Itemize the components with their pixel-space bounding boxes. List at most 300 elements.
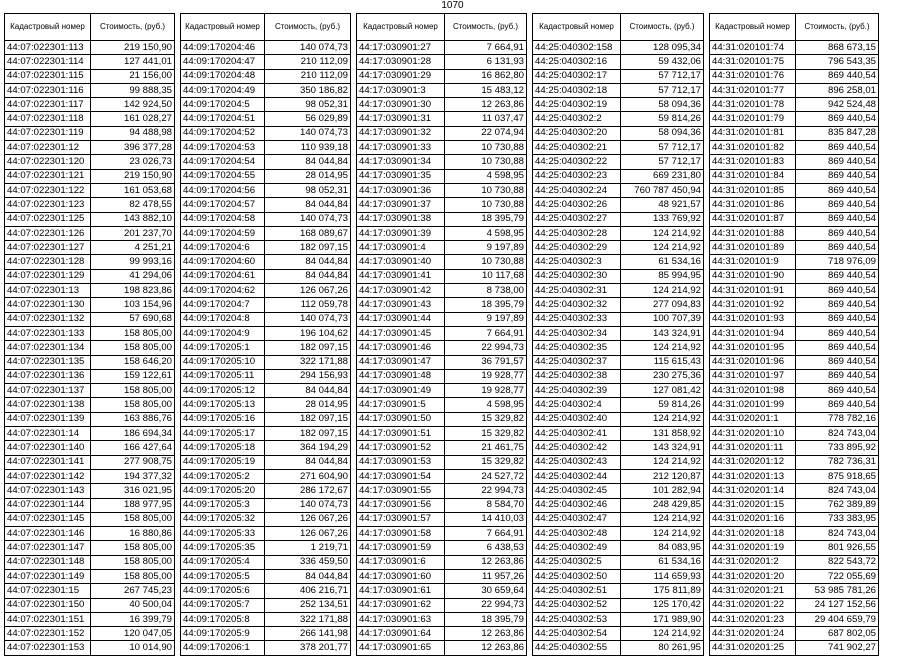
table-row bbox=[5, 141, 175, 155]
cost-cell: 350 186,82 bbox=[265, 83, 351, 97]
table-row bbox=[357, 598, 527, 612]
cadastre-table-2 bbox=[180, 13, 351, 656]
cost-cell: 120 047,05 bbox=[91, 627, 175, 641]
cost-cell: 22 074,94 bbox=[445, 126, 527, 140]
cadastral-number-cell: 44:07:022301:120 bbox=[5, 155, 91, 169]
table-row bbox=[533, 612, 704, 626]
cadastral-number-cell: 44:31:020101:81 bbox=[710, 126, 796, 140]
cadastral-number-cell: 44:17:030901:3 bbox=[357, 83, 445, 97]
table-row bbox=[181, 484, 351, 498]
cost-cell: 6 438,53 bbox=[445, 541, 527, 555]
cadastral-number-cell: 44:31:020201:14 bbox=[710, 484, 796, 498]
cadastral-number-cell: 44:17:030901:50 bbox=[357, 412, 445, 426]
table-row bbox=[181, 427, 351, 441]
table-row bbox=[5, 198, 175, 212]
table-row bbox=[181, 69, 351, 83]
cost-cell: 8 738,00 bbox=[445, 284, 527, 298]
table-row bbox=[533, 441, 704, 455]
cadastral-number-cell: 44:07:022301:114 bbox=[5, 55, 91, 69]
header-cost: Стоимость, (руб.) bbox=[445, 14, 527, 41]
cost-cell: 98 052,31 bbox=[265, 98, 351, 112]
cost-cell: 140 074,73 bbox=[265, 212, 351, 226]
cost-cell: 316 021,95 bbox=[91, 484, 175, 498]
cadastral-number-cell: 44:07:022301:117 bbox=[5, 98, 91, 112]
cadastral-number-cell: 44:17:030901:60 bbox=[357, 569, 445, 583]
cadastral-number-cell: 44:25:040302:32 bbox=[533, 298, 621, 312]
table-row bbox=[533, 112, 704, 126]
cost-cell: 112 059,78 bbox=[265, 298, 351, 312]
cost-cell: 131 858,92 bbox=[621, 427, 704, 441]
cadastral-number-cell: 44:25:040302:37 bbox=[533, 355, 621, 369]
header-cost: Стоимость, (руб.) bbox=[621, 14, 704, 41]
cadastral-number-cell: 44:07:022301:115 bbox=[5, 69, 91, 83]
table-row bbox=[181, 369, 351, 383]
table-row bbox=[710, 498, 879, 512]
cadastral-number-cell: 44:07:022301:148 bbox=[5, 555, 91, 569]
cadastral-number-cell: 44:31:020101:78 bbox=[710, 98, 796, 112]
cost-cell: 124 214,92 bbox=[621, 412, 704, 426]
table-row bbox=[710, 312, 879, 326]
cadastral-number-cell: 44:25:040302:55 bbox=[533, 641, 621, 655]
cost-cell: 124 214,92 bbox=[621, 284, 704, 298]
cost-cell: 378 201,77 bbox=[265, 641, 351, 655]
cost-cell: 252 134,51 bbox=[265, 598, 351, 612]
cost-cell: 7 664,91 bbox=[445, 41, 527, 55]
table-row bbox=[533, 569, 704, 583]
table-row bbox=[533, 312, 704, 326]
cost-cell: 114 659,93 bbox=[621, 569, 704, 583]
table-row bbox=[5, 183, 175, 197]
cadastral-number-cell: 44:25:040302:34 bbox=[533, 326, 621, 340]
table-row bbox=[357, 141, 527, 155]
cadastral-number-cell: 44:09:170205:16 bbox=[181, 412, 265, 426]
cost-cell: 58 094,36 bbox=[621, 98, 704, 112]
cost-cell: 163 886,76 bbox=[91, 412, 175, 426]
cadastral-number-cell: 44:31:020201:1 bbox=[710, 412, 796, 426]
cadastral-number-cell: 44:09:170205:35 bbox=[181, 541, 265, 555]
cadastral-number-cell: 44:17:030901:63 bbox=[357, 612, 445, 626]
table-row bbox=[181, 455, 351, 469]
cadastral-number-cell: 44:17:030901:41 bbox=[357, 269, 445, 283]
cadastral-number-cell: 44:07:022301:151 bbox=[5, 612, 91, 626]
cadastral-number-cell: 44:31:020101:83 bbox=[710, 155, 796, 169]
cadastral-number-cell: 44:25:040302:45 bbox=[533, 484, 621, 498]
cadastral-number-cell: 44:07:022301:136 bbox=[5, 369, 91, 383]
table-row bbox=[533, 584, 704, 598]
table-row bbox=[710, 484, 879, 498]
cadastral-number-cell: 44:25:040302:18 bbox=[533, 83, 621, 97]
cost-cell: 128 095,34 bbox=[621, 41, 704, 55]
cost-cell: 99 993,16 bbox=[91, 255, 175, 269]
cadastral-number-cell: 44:17:030901:38 bbox=[357, 212, 445, 226]
cost-cell: 158 805,00 bbox=[91, 341, 175, 355]
table-row bbox=[181, 584, 351, 598]
table-row bbox=[181, 541, 351, 555]
cost-cell: 28 014,95 bbox=[265, 398, 351, 412]
table-row bbox=[357, 527, 527, 541]
table-row bbox=[181, 469, 351, 483]
cadastral-number-cell: 44:25:040302:5 bbox=[533, 555, 621, 569]
cost-cell: 19 928,77 bbox=[445, 369, 527, 383]
table-row bbox=[357, 298, 527, 312]
table-row bbox=[5, 212, 175, 226]
cost-cell: 875 918,65 bbox=[796, 469, 879, 483]
cost-cell: 140 074,73 bbox=[265, 41, 351, 55]
table-row bbox=[5, 155, 175, 169]
cost-cell: 56 029,89 bbox=[265, 112, 351, 126]
table-row bbox=[533, 269, 704, 283]
table-row bbox=[710, 412, 879, 426]
cadastral-number-cell: 44:31:020101:90 bbox=[710, 269, 796, 283]
table-row bbox=[710, 369, 879, 383]
table-row bbox=[181, 569, 351, 583]
cost-cell: 10 730,88 bbox=[445, 155, 527, 169]
table-row bbox=[710, 355, 879, 369]
cadastral-number-cell: 44:31:020201:15 bbox=[710, 498, 796, 512]
cadastral-number-cell: 44:09:170204:47 bbox=[181, 55, 265, 69]
cadastral-number-cell: 44:17:030901:36 bbox=[357, 183, 445, 197]
cost-cell: 669 231,80 bbox=[621, 169, 704, 183]
table-row bbox=[357, 284, 527, 298]
cadastral-number-cell: 44:25:040302:40 bbox=[533, 412, 621, 426]
cadastral-number-cell: 44:07:022301:126 bbox=[5, 226, 91, 240]
table-row bbox=[5, 512, 175, 526]
cadastral-number-cell: 44:31:020201:2 bbox=[710, 555, 796, 569]
table-row bbox=[533, 169, 704, 183]
cost-cell: 124 214,92 bbox=[621, 455, 704, 469]
table-row bbox=[181, 398, 351, 412]
cadastral-number-cell: 44:25:040302:42 bbox=[533, 441, 621, 455]
cost-cell: 133 769,92 bbox=[621, 212, 704, 226]
cadastral-number-cell: 44:09:170204:46 bbox=[181, 41, 265, 55]
cadastral-number-cell: 44:07:022301:134 bbox=[5, 341, 91, 355]
cadastral-number-cell: 44:07:022301:119 bbox=[5, 126, 91, 140]
cadastral-number-cell: 44:07:022301:139 bbox=[5, 412, 91, 426]
cadastral-number-cell: 44:07:022301:153 bbox=[5, 641, 91, 655]
table-row bbox=[710, 69, 879, 83]
table-row bbox=[5, 384, 175, 398]
cost-cell: 869 440,54 bbox=[796, 183, 879, 197]
cost-cell: 85 994,95 bbox=[621, 269, 704, 283]
cost-cell: 10 730,88 bbox=[445, 141, 527, 155]
table-row bbox=[710, 455, 879, 469]
cost-cell: 142 924,50 bbox=[91, 98, 175, 112]
cost-cell: 277 094,83 bbox=[621, 298, 704, 312]
cost-cell: 82 478,55 bbox=[91, 198, 175, 212]
cadastral-number-cell: 44:09:170206:1 bbox=[181, 641, 265, 655]
table-row bbox=[5, 527, 175, 541]
cost-cell: 182 097,15 bbox=[265, 412, 351, 426]
cadastral-number-cell: 44:17:030901:28 bbox=[357, 55, 445, 69]
cadastral-number-cell: 44:17:030901:53 bbox=[357, 455, 445, 469]
cadastral-number-cell: 44:25:040302:33 bbox=[533, 312, 621, 326]
table-row bbox=[357, 512, 527, 526]
cost-cell: 824 743,04 bbox=[796, 484, 879, 498]
table-row bbox=[357, 155, 527, 169]
cost-cell: 824 743,04 bbox=[796, 427, 879, 441]
cost-cell: 822 543,72 bbox=[796, 555, 879, 569]
table-row bbox=[710, 141, 879, 155]
cost-cell: 7 664,91 bbox=[445, 527, 527, 541]
cadastral-number-cell: 44:17:030901:52 bbox=[357, 441, 445, 455]
table-row bbox=[533, 469, 704, 483]
cost-cell: 188 977,95 bbox=[91, 498, 175, 512]
cadastral-number-cell: 44:17:030901:37 bbox=[357, 198, 445, 212]
table-row bbox=[181, 241, 351, 255]
cadastral-number-cell: 44:17:030901:34 bbox=[357, 155, 445, 169]
cost-cell: 29 404 659,79 bbox=[796, 612, 879, 626]
cost-cell: 59 432,06 bbox=[621, 55, 704, 69]
table-row bbox=[533, 284, 704, 298]
cost-cell: 869 440,54 bbox=[796, 298, 879, 312]
cadastral-number-cell: 44:17:030901:54 bbox=[357, 469, 445, 483]
table-row bbox=[533, 355, 704, 369]
table-row bbox=[357, 255, 527, 269]
cost-cell: 869 440,54 bbox=[796, 169, 879, 183]
table-row bbox=[533, 498, 704, 512]
cost-cell: 267 745,23 bbox=[91, 584, 175, 598]
cost-cell: 143 324,91 bbox=[621, 441, 704, 455]
cadastral-number-cell: 44:07:022301:113 bbox=[5, 41, 91, 55]
cost-cell: 796 543,35 bbox=[796, 55, 879, 69]
table-row bbox=[181, 269, 351, 283]
cadastral-number-cell: 44:09:170205:17 bbox=[181, 427, 265, 441]
cost-cell: 869 440,54 bbox=[796, 269, 879, 283]
cost-cell: 12 263,86 bbox=[445, 98, 527, 112]
table-row bbox=[533, 541, 704, 555]
cost-cell: 760 787 450,94 bbox=[621, 183, 704, 197]
cadastral-number-cell: 44:25:040302:21 bbox=[533, 141, 621, 155]
table-row bbox=[710, 183, 879, 197]
table-row bbox=[5, 641, 175, 655]
cost-cell: 124 214,92 bbox=[621, 241, 704, 255]
cadastral-number-cell: 44:25:040302:20 bbox=[533, 126, 621, 140]
cost-cell: 80 261,95 bbox=[621, 641, 704, 655]
cadastral-number-cell: 44:09:170204:58 bbox=[181, 212, 265, 226]
cadastral-number-cell: 44:17:030901:64 bbox=[357, 627, 445, 641]
cadastral-number-cell: 44:07:022301:123 bbox=[5, 198, 91, 212]
table-row bbox=[181, 41, 351, 55]
cadastral-number-cell: 44:31:020101:94 bbox=[710, 326, 796, 340]
cadastral-number-cell: 44:31:020101:76 bbox=[710, 69, 796, 83]
cadastral-number-cell: 44:09:170204:53 bbox=[181, 141, 265, 155]
cadastral-number-cell: 44:31:020101:88 bbox=[710, 226, 796, 240]
table-row bbox=[357, 41, 527, 55]
table-row bbox=[5, 69, 175, 83]
table-row bbox=[181, 155, 351, 169]
cost-cell: 11 957,26 bbox=[445, 569, 527, 583]
cost-cell: 19 928,77 bbox=[445, 384, 527, 398]
cadastral-number-cell: 44:07:022301:14 bbox=[5, 427, 91, 441]
table-row bbox=[357, 112, 527, 126]
cadastral-number-cell: 44:09:170205:11 bbox=[181, 369, 265, 383]
cadastral-number-cell: 44:07:022301:12 bbox=[5, 141, 91, 155]
cadastral-number-cell: 44:25:040302:51 bbox=[533, 584, 621, 598]
cadastre-table-4 bbox=[532, 13, 704, 656]
cost-cell: 869 440,54 bbox=[796, 226, 879, 240]
table-row bbox=[5, 398, 175, 412]
cadastral-number-cell: 44:17:030901:56 bbox=[357, 498, 445, 512]
cadastral-number-cell: 44:09:170204:59 bbox=[181, 226, 265, 240]
cadastral-number-cell: 44:25:040302:35 bbox=[533, 341, 621, 355]
cadastral-number-cell: 44:17:030901:33 bbox=[357, 141, 445, 155]
table-row bbox=[710, 41, 879, 55]
table-row bbox=[710, 326, 879, 340]
cost-cell: 161 053,68 bbox=[91, 183, 175, 197]
cadastral-number-cell: 44:31:020101:89 bbox=[710, 241, 796, 255]
table-row bbox=[357, 427, 527, 441]
table-row bbox=[181, 141, 351, 155]
cost-cell: 53 985 781,26 bbox=[796, 584, 879, 598]
cadastral-number-cell: 44:09:170204:51 bbox=[181, 112, 265, 126]
cadastral-number-cell: 44:07:022301:13 bbox=[5, 284, 91, 298]
cadastral-number-cell: 44:17:030901:49 bbox=[357, 384, 445, 398]
table-row bbox=[5, 226, 175, 240]
cadastral-number-cell: 44:31:020101:74 bbox=[710, 41, 796, 55]
table-row bbox=[533, 455, 704, 469]
cadastral-number-cell: 44:07:022301:133 bbox=[5, 326, 91, 340]
table-row bbox=[357, 55, 527, 69]
table-row bbox=[533, 155, 704, 169]
cadastral-number-cell: 44:31:020101:79 bbox=[710, 112, 796, 126]
cadastral-number-cell: 44:09:170205:12 bbox=[181, 384, 265, 398]
cadastral-number-cell: 44:07:022301:137 bbox=[5, 384, 91, 398]
cost-cell: 942 524,48 bbox=[796, 98, 879, 112]
table-row bbox=[181, 498, 351, 512]
cadastral-number-cell: 44:31:020101:92 bbox=[710, 298, 796, 312]
cost-cell: 322 171,88 bbox=[265, 355, 351, 369]
table-row bbox=[533, 341, 704, 355]
cost-cell: 126 067,26 bbox=[265, 527, 351, 541]
table-row bbox=[5, 55, 175, 69]
table-row bbox=[710, 112, 879, 126]
cadastral-number-cell: 44:09:170204:52 bbox=[181, 126, 265, 140]
cost-cell: 94 488,98 bbox=[91, 126, 175, 140]
table-row bbox=[5, 498, 175, 512]
table-row bbox=[533, 255, 704, 269]
table-row bbox=[710, 98, 879, 112]
cost-cell: 48 921,57 bbox=[621, 198, 704, 212]
cadastral-number-cell: 44:31:020101:99 bbox=[710, 398, 796, 412]
cadastral-number-cell: 44:31:020101:95 bbox=[710, 341, 796, 355]
cadastral-number-cell: 44:17:030901:43 bbox=[357, 298, 445, 312]
header-cost: Стоимость, (руб.) bbox=[796, 14, 879, 41]
table-row bbox=[533, 183, 704, 197]
table-row bbox=[5, 412, 175, 426]
cost-cell: 57 712,17 bbox=[621, 141, 704, 155]
cadastral-number-cell: 44:17:030901:58 bbox=[357, 527, 445, 541]
cost-cell: 10 730,88 bbox=[445, 255, 527, 269]
cadastral-number-cell: 44:25:040302:54 bbox=[533, 627, 621, 641]
table-row bbox=[710, 612, 879, 626]
cadastral-number-cell: 44:09:170204:49 bbox=[181, 83, 265, 97]
cost-cell: 733 895,92 bbox=[796, 441, 879, 455]
table-row bbox=[181, 183, 351, 197]
table-row bbox=[357, 269, 527, 283]
cadastral-number-cell: 44:09:170204:7 bbox=[181, 298, 265, 312]
cadastral-number-cell: 44:07:022301:146 bbox=[5, 527, 91, 541]
cost-cell: 15 329,82 bbox=[445, 427, 527, 441]
cost-cell: 835 847,28 bbox=[796, 126, 879, 140]
cost-cell: 869 440,54 bbox=[796, 69, 879, 83]
cost-cell: 57 712,17 bbox=[621, 69, 704, 83]
cadastral-number-cell: 44:25:040302:29 bbox=[533, 241, 621, 255]
cost-cell: 61 534,16 bbox=[621, 555, 704, 569]
table-row bbox=[710, 555, 879, 569]
table-row bbox=[357, 341, 527, 355]
cost-cell: 18 395,79 bbox=[445, 612, 527, 626]
cost-cell: 9 197,89 bbox=[445, 241, 527, 255]
cost-cell: 10 117,68 bbox=[445, 269, 527, 283]
table-row bbox=[357, 498, 527, 512]
cadastral-number-cell: 44:09:170205:7 bbox=[181, 598, 265, 612]
table-row bbox=[533, 69, 704, 83]
cadastral-number-cell: 44:17:030901:29 bbox=[357, 69, 445, 83]
cadastre-table-3 bbox=[356, 13, 527, 656]
table-row bbox=[357, 241, 527, 255]
cadastral-number-cell: 44:31:020201:21 bbox=[710, 584, 796, 598]
table-row bbox=[357, 627, 527, 641]
cost-cell: 778 782,16 bbox=[796, 412, 879, 426]
cost-cell: 61 534,16 bbox=[621, 255, 704, 269]
cadastral-number-cell: 44:09:170205:32 bbox=[181, 512, 265, 526]
cost-cell: 158 805,00 bbox=[91, 326, 175, 340]
cost-cell: 15 329,82 bbox=[445, 455, 527, 469]
cost-cell: 84 044,84 bbox=[265, 155, 351, 169]
cost-cell: 869 440,54 bbox=[796, 398, 879, 412]
table-row bbox=[5, 83, 175, 97]
table-row bbox=[181, 298, 351, 312]
cost-cell: 175 811,89 bbox=[621, 584, 704, 598]
cadastral-number-cell: 44:25:040302:52 bbox=[533, 598, 621, 612]
table-row bbox=[710, 427, 879, 441]
cadastral-number-cell: 44:25:040302:27 bbox=[533, 212, 621, 226]
cadastral-number-cell: 44:09:170204:54 bbox=[181, 155, 265, 169]
cost-cell: 110 939,18 bbox=[265, 141, 351, 155]
cost-cell: 57 690,68 bbox=[91, 312, 175, 326]
table-row bbox=[357, 169, 527, 183]
cadastral-number-cell: 44:07:022301:127 bbox=[5, 241, 91, 255]
table-row bbox=[5, 341, 175, 355]
cadastral-number-cell: 44:31:020201:25 bbox=[710, 641, 796, 655]
cost-cell: 22 994,73 bbox=[445, 598, 527, 612]
table-row bbox=[181, 527, 351, 541]
cost-cell: 896 258,01 bbox=[796, 83, 879, 97]
table-row bbox=[710, 169, 879, 183]
table-row bbox=[357, 212, 527, 226]
cost-cell: 868 673,15 bbox=[796, 41, 879, 55]
cost-cell: 84 044,84 bbox=[265, 569, 351, 583]
cost-cell: 21 156,00 bbox=[91, 69, 175, 83]
cadastral-number-cell: 44:25:040302:49 bbox=[533, 541, 621, 555]
cost-cell: 277 908,75 bbox=[91, 455, 175, 469]
cadastral-number-cell: 44:31:020201:23 bbox=[710, 612, 796, 626]
cost-cell: 294 156,93 bbox=[265, 369, 351, 383]
cadastral-number-cell: 44:31:020201:24 bbox=[710, 627, 796, 641]
table-row bbox=[533, 226, 704, 240]
table-row bbox=[181, 641, 351, 655]
cost-cell: 12 263,86 bbox=[445, 627, 527, 641]
cadastral-number-cell: 44:09:170205:10 bbox=[181, 355, 265, 369]
table-row bbox=[181, 169, 351, 183]
cadastral-number-cell: 44:07:022301:140 bbox=[5, 441, 91, 455]
cost-cell: 23 026,73 bbox=[91, 155, 175, 169]
cost-cell: 396 377,28 bbox=[91, 141, 175, 155]
header-cost: Стоимость, (руб.) bbox=[91, 14, 175, 41]
table-row bbox=[710, 441, 879, 455]
cost-cell: 124 214,92 bbox=[621, 226, 704, 240]
cost-cell: 126 067,26 bbox=[265, 284, 351, 298]
